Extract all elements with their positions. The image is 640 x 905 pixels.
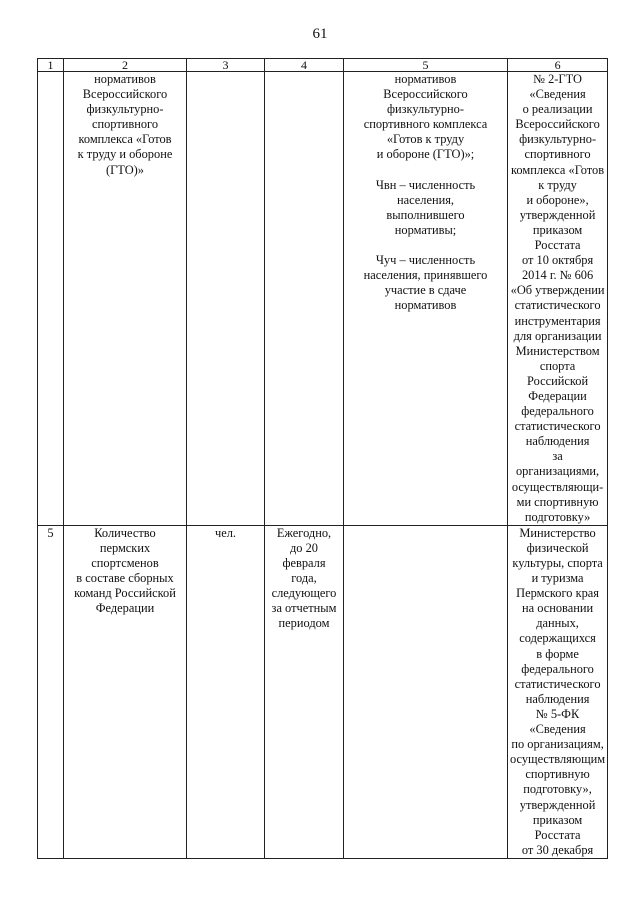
table-header-row [38, 59, 608, 72]
page-number: 61 [312, 26, 328, 42]
cell-number: 5 [38, 525, 64, 858]
cell-number [38, 72, 64, 526]
indicators-table [37, 58, 608, 859]
column-header-6: 6 [508, 59, 608, 72]
method-text-part2: Чвн – численность населения, выполнившего нормативы; [375, 177, 476, 237]
cell-method [344, 72, 508, 526]
column-header-3: 3 [187, 59, 265, 72]
method-text-part1: нормативов Всероссийского физкультурно- спортивного комплекса «Готов к труду и обороне (ГТО)»; [363, 72, 488, 162]
cell-source: № 2-ГТО «Сведения о реализации Всероссийского физкультурно- спортивного комплекса «Готов к труду и обороне», утвержденной приказом Росстата от 10 октября 2014 г. № 606 «Об утверждении статистического инструментария для организации Министерством спорта Российской Федерации федерального статистического наблюдения за организациями, осуществляющи- ми спортивную подготовку» [508, 72, 608, 526]
column-header-4: 4 [265, 59, 344, 72]
column-header-1: 1 [38, 59, 64, 72]
table-row-5 [38, 525, 608, 858]
method-text-part3: Чуч – численность населения, принявшего участие в сдаче нормативов [363, 252, 488, 313]
column-header-2: 2 [64, 59, 187, 72]
cell-periodicity: Ежегодно, до 20 февраля года, следующего за отчетным периодом [265, 525, 344, 858]
cell-unit: чел. [187, 525, 265, 858]
cell-periodicity [265, 72, 344, 526]
cell-unit [187, 72, 265, 526]
table-row-continuation [38, 72, 608, 526]
cell-source: Министерство физической культуры, спорта и туризма Пермского края на основании данных, содержащихся в форме федерального статистического наблюдения № 5-ФК «Сведения по организациям, осуществляющим спортивную подготовку», утвержденной приказом Росстата от 30 декабря [508, 525, 608, 858]
cell-indicator-name: Количество пермских спортсменов в составе сборных команд Российской Федерации [64, 525, 187, 858]
cell-method [344, 525, 508, 858]
cell-indicator-name: нормативов Всероссийского физкультурно- спортивного комплекса «Готов к труду и обороне (ГТО)» [64, 72, 187, 526]
column-header-5: 5 [344, 59, 508, 72]
